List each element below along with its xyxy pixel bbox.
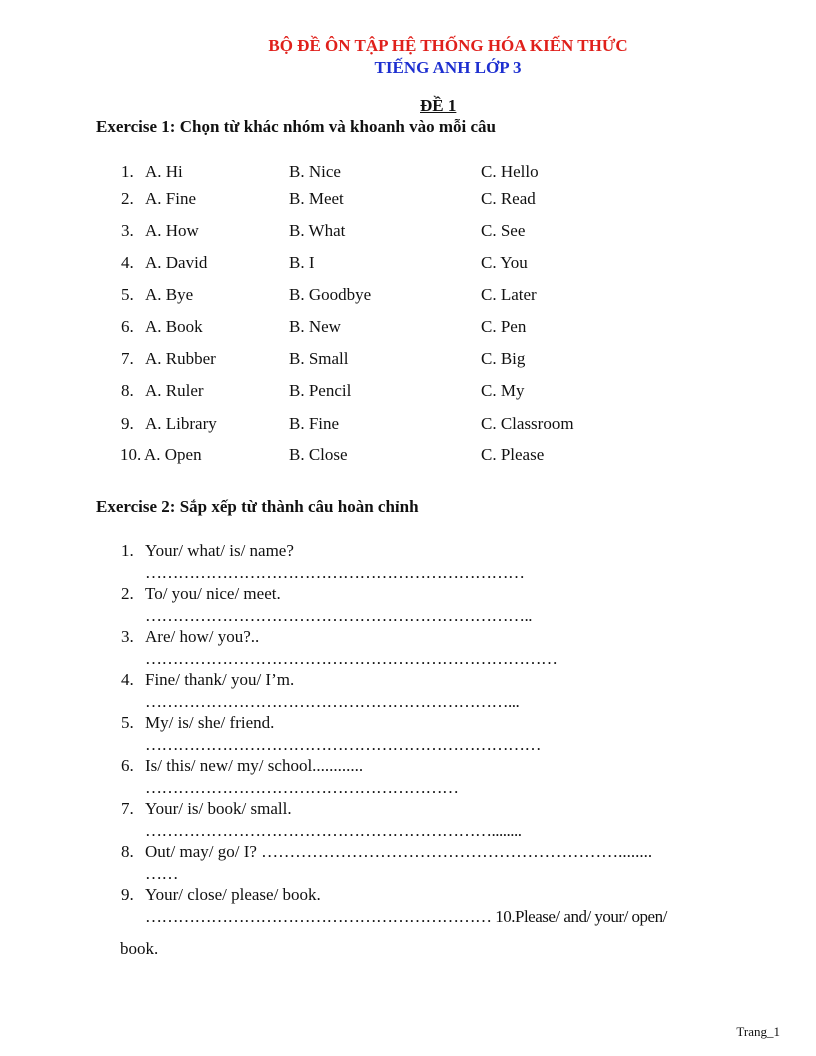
answer-line[interactable]: …………………………………………………………... xyxy=(145,692,520,711)
option-b[interactable]: B. Fine xyxy=(289,414,340,433)
answer-line[interactable]: …… xyxy=(145,864,178,883)
question-number: 2. xyxy=(121,584,134,603)
exercise2-heading: Exercise 2: Sắp xếp từ thành câu hoàn chỉnh xyxy=(96,497,419,516)
question-number: 1. xyxy=(121,541,134,560)
option-c[interactable]: C. Pen xyxy=(481,317,527,336)
option-a[interactable]: A. Rubber xyxy=(145,349,216,368)
question-number: 3. xyxy=(121,221,134,240)
question-number: 5. xyxy=(121,285,134,304)
option-c[interactable]: C. See xyxy=(481,221,526,240)
question-number: 1. xyxy=(121,162,134,181)
answer-line[interactable]: ………………………………………………… xyxy=(145,778,459,797)
question-number: 8. xyxy=(121,842,134,861)
option-a[interactable]: A. Fine xyxy=(145,189,196,208)
option-c[interactable]: C. Later xyxy=(481,285,537,304)
option-a[interactable]: A. Ruler xyxy=(145,381,204,400)
option-b[interactable]: B. What xyxy=(289,221,346,240)
option-a[interactable]: A. Book xyxy=(145,317,203,336)
question-number: 9. xyxy=(121,414,134,433)
scrambled-words: Your/ is/ book/ small. xyxy=(145,799,292,818)
option-a[interactable]: A. Bye xyxy=(145,285,194,304)
option-c[interactable]: C. My xyxy=(481,381,525,400)
option-c[interactable]: C. You xyxy=(481,253,528,272)
question-number: 9. xyxy=(121,885,134,904)
scrambled-words: To/ you/ nice/ meet. xyxy=(145,584,281,603)
option-b[interactable]: B. Close xyxy=(289,445,348,464)
exercise1-heading: Exercise 1: Chọn từ khác nhóm và khoanh vào mỗi câu xyxy=(96,117,496,136)
option-a[interactable]: A. David xyxy=(145,253,208,272)
option-b[interactable]: B. Goodbye xyxy=(289,285,372,304)
scrambled-words: Fine/ thank/ you/ I’m. xyxy=(145,670,295,689)
question-number: 5. xyxy=(121,713,134,732)
question-number: 7. xyxy=(121,349,134,368)
option-c[interactable]: C. Big xyxy=(481,349,526,368)
option-b[interactable]: B. New xyxy=(289,317,341,336)
question-number: 6. xyxy=(121,756,134,775)
answer-line[interactable]: …………………………………………………………… xyxy=(145,563,525,582)
option-b[interactable]: B. Meet xyxy=(289,189,344,208)
option-a[interactable]: A. How xyxy=(145,221,199,240)
option-a[interactable]: A. Library xyxy=(145,414,217,433)
question-number: 8. xyxy=(121,381,134,400)
answer-line[interactable]: ………………………………………………………........ xyxy=(145,821,522,840)
scrambled-words: Your/ close/ please/ book. xyxy=(145,885,321,904)
question-number: 10. xyxy=(120,445,142,464)
option-b[interactable]: B. I xyxy=(289,253,315,272)
document-title: BỘ ĐỀ ÔN TẬP HỆ THỐNG HÓA KIẾN THỨC xyxy=(268,36,628,55)
answer-line[interactable]: ………………………………………………………………… xyxy=(145,649,558,668)
option-b[interactable]: B. Pencil xyxy=(289,381,352,400)
exercise2-tail: book. xyxy=(120,939,159,958)
answer-line[interactable]: …………………………………………………………….. xyxy=(145,606,532,625)
section-label: ĐỀ 1 xyxy=(420,96,457,115)
question-number: 3. xyxy=(121,627,134,646)
question-number: 4. xyxy=(121,253,134,272)
answer-line[interactable]: ……………………………………………………… 10.Please/ and/ your/ open/ xyxy=(145,907,667,926)
option-a[interactable]: A. Hi xyxy=(145,162,183,181)
option-b[interactable]: B. Nice xyxy=(289,162,341,181)
scrambled-words: Your/ what/ is/ name? xyxy=(145,541,294,560)
option-c[interactable]: C. Hello xyxy=(481,162,539,181)
option-c[interactable]: C. Please xyxy=(481,445,545,464)
option-c[interactable]: C. Read xyxy=(481,189,536,208)
document-subtitle: TIẾNG ANH LỚP 3 xyxy=(374,58,522,77)
page-number: Trang_1 xyxy=(736,1024,780,1039)
question-number: 6. xyxy=(121,317,134,336)
option-b[interactable]: B. Small xyxy=(289,349,349,368)
question-number: 4. xyxy=(121,670,134,689)
question-number: 7. xyxy=(121,799,134,818)
scrambled-words: Are/ how/ you?.. xyxy=(145,627,260,646)
answer-line[interactable]: ……………………………………………………………… xyxy=(145,735,541,754)
scrambled-words: Is/ this/ new/ my/ school............ xyxy=(145,756,364,775)
question-number: 2. xyxy=(121,189,134,208)
scrambled-words: My/ is/ she/ friend. xyxy=(145,713,275,732)
scrambled-words: Out/ may/ go/ I? ………………………………………………………........ xyxy=(145,842,653,861)
option-c[interactable]: C. Classroom xyxy=(481,414,574,433)
option-a[interactable]: A. Open xyxy=(144,445,202,464)
